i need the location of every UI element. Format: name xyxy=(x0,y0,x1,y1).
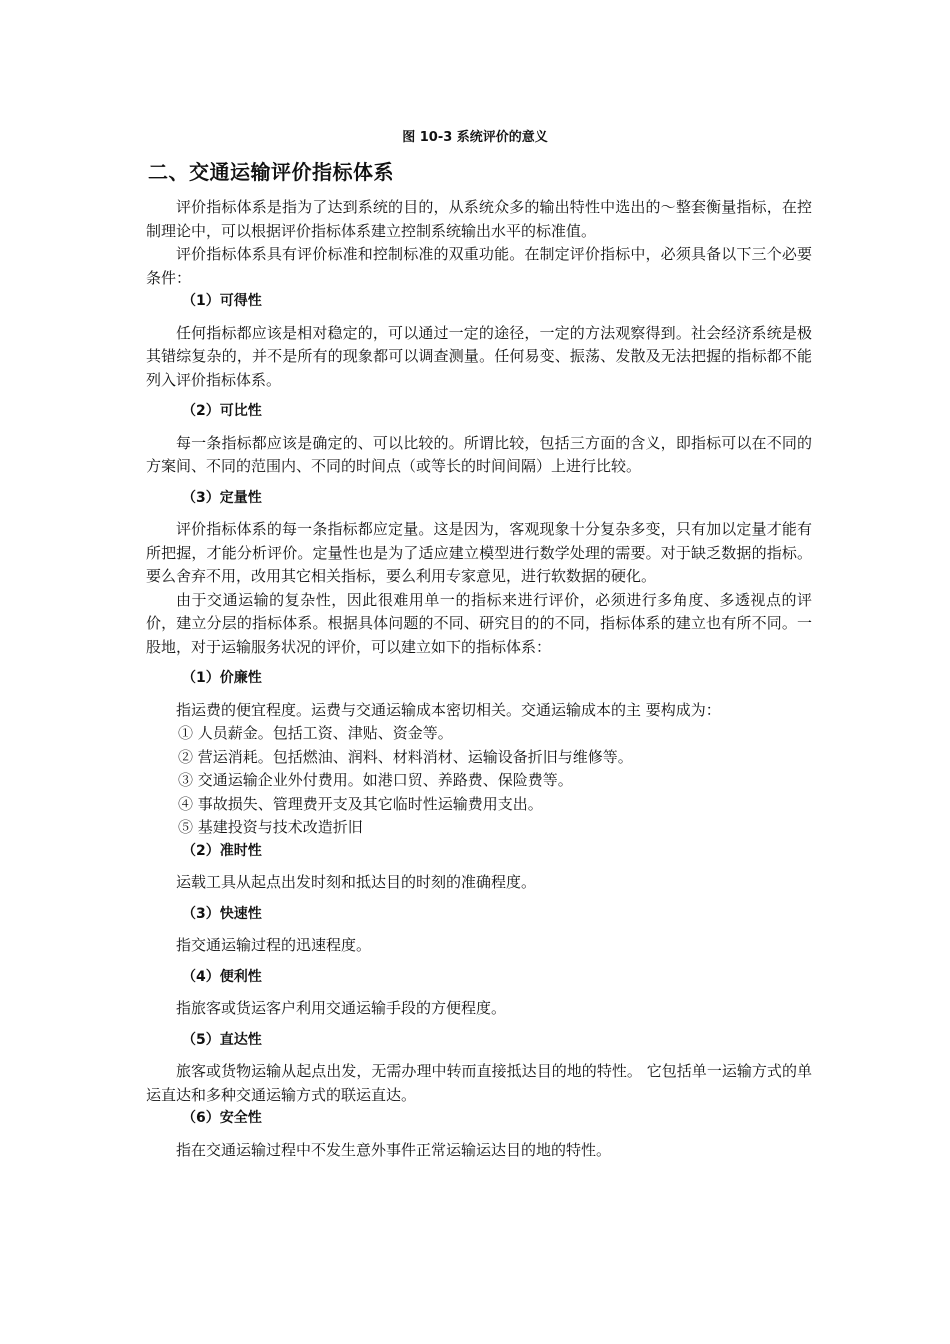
figure-caption: 图 10-3 系统评价的意义 xyxy=(402,130,548,145)
paragraph: 指旅客或货运客户利用交通运输手段的方便程度。 xyxy=(176,999,507,1017)
subheading-convenience: （4）便利性 xyxy=(182,968,262,985)
subheading-speed: （3）快速性 xyxy=(182,905,262,922)
list-item: ① 人员薪金。包括工资、津贴、资金等。 xyxy=(178,724,453,742)
list-item: ③ 交通运输企业外付费用。如港口贸、养路费、保险费等。 xyxy=(178,771,573,789)
list-item: ④ 事故损失、管理费开支及其它临时性运输费用支出。 xyxy=(178,794,543,813)
body-text xyxy=(146,196,812,1162)
paragraph: 评价指标体系是指为了达到系统的目的，从系统众多的输出特性中选出的～整套衡量指标，在控制理论中，可以根据评价指标体系建立控制系统输出水平的标准值。 xyxy=(146,198,812,240)
paragraph: 由于交通运输的复杂性，因此很难用单一的指标来进行评价，必须进行多角度、多透视点的评价，建立分层的指标体系。根据具体问题的不同、研究目的的不同，指标体系的建立也有所不同。一股地，对于运输服务状况的评价，可以建立如下的指标体系： xyxy=(146,590,812,656)
subheading-obtainability: （1）可得性 xyxy=(182,293,262,309)
paragraph: 指交通运输过程的迅速程度。 xyxy=(176,936,372,954)
paragraph: 评价指标体系具有评价标准和控制标准的双重功能。在制定评价指标中，必须具备以下三个必要条件： xyxy=(146,245,812,287)
list-item: ② 营运消耗。包括燃油、润料、材料消材、运输设备折旧与维修等。 xyxy=(178,747,633,766)
list-item: ⑤ 基建投资与技术改造折旧 xyxy=(178,818,363,836)
subheading-directness: （5）直达性 xyxy=(182,1031,262,1048)
subheading-low-cost: （1）价廉性 xyxy=(182,670,262,686)
subheading-quantifiability: （3）定量性 xyxy=(182,489,262,506)
subheading-safety: （6）安全性 xyxy=(182,1110,262,1126)
paragraph: 每一条指标都应该是确定的、可以比较的。所谓比较，包括三方面的含义，即指标可以在不同的方案间、不同的范围内、不同的时间点（或等长的时间间隔）上进行比较。 xyxy=(146,433,812,475)
paragraph: 任何指标都应该是相对稳定的，可以通过一定的途径，一定的方法观察得到。社会经济系统是极其错综复杂的，并不是所有的现象都可以调查测量。任何易变、振荡、发散及无法把握的指标都不能列入评价指标体系。 xyxy=(146,323,812,389)
subheading-comparability: （2）可比性 xyxy=(182,403,262,419)
paragraph: 运载工具从起点出发时刻和抵达目的时刻的准确程度。 xyxy=(176,873,537,891)
paragraph: 旅客或货物运输从起点出发，无需办理中转而直接抵达目的地的特性。 它包括单一运输方式的单运直达和多种交通运输方式的联运直达。 xyxy=(146,1062,812,1104)
paragraph: 指在交通运输过程中不发生意外事件正常运输运达目的地的特性。 xyxy=(176,1140,612,1159)
section-title: 二、交通运输评价指标体系 xyxy=(148,160,394,184)
paragraph: 评价指标体系的每一条指标都应定量。这是因为，客观现象十分复杂多变，只有加以定量才能有所把握，才能分析评价。定量性也是为了适应建立模型进行数学处理的需要。对于缺乏数据的指标。要么舍弃不用，改用其它相关指标，要么利用专家意见，进行软数据的硬化。 xyxy=(146,520,812,585)
subheading-punctuality: （2）准时性 xyxy=(182,842,262,859)
paragraph: 指运费的便宜程度。运费与交通运输成本密切相关。交通运输成本的主 要构成为： xyxy=(176,700,721,719)
